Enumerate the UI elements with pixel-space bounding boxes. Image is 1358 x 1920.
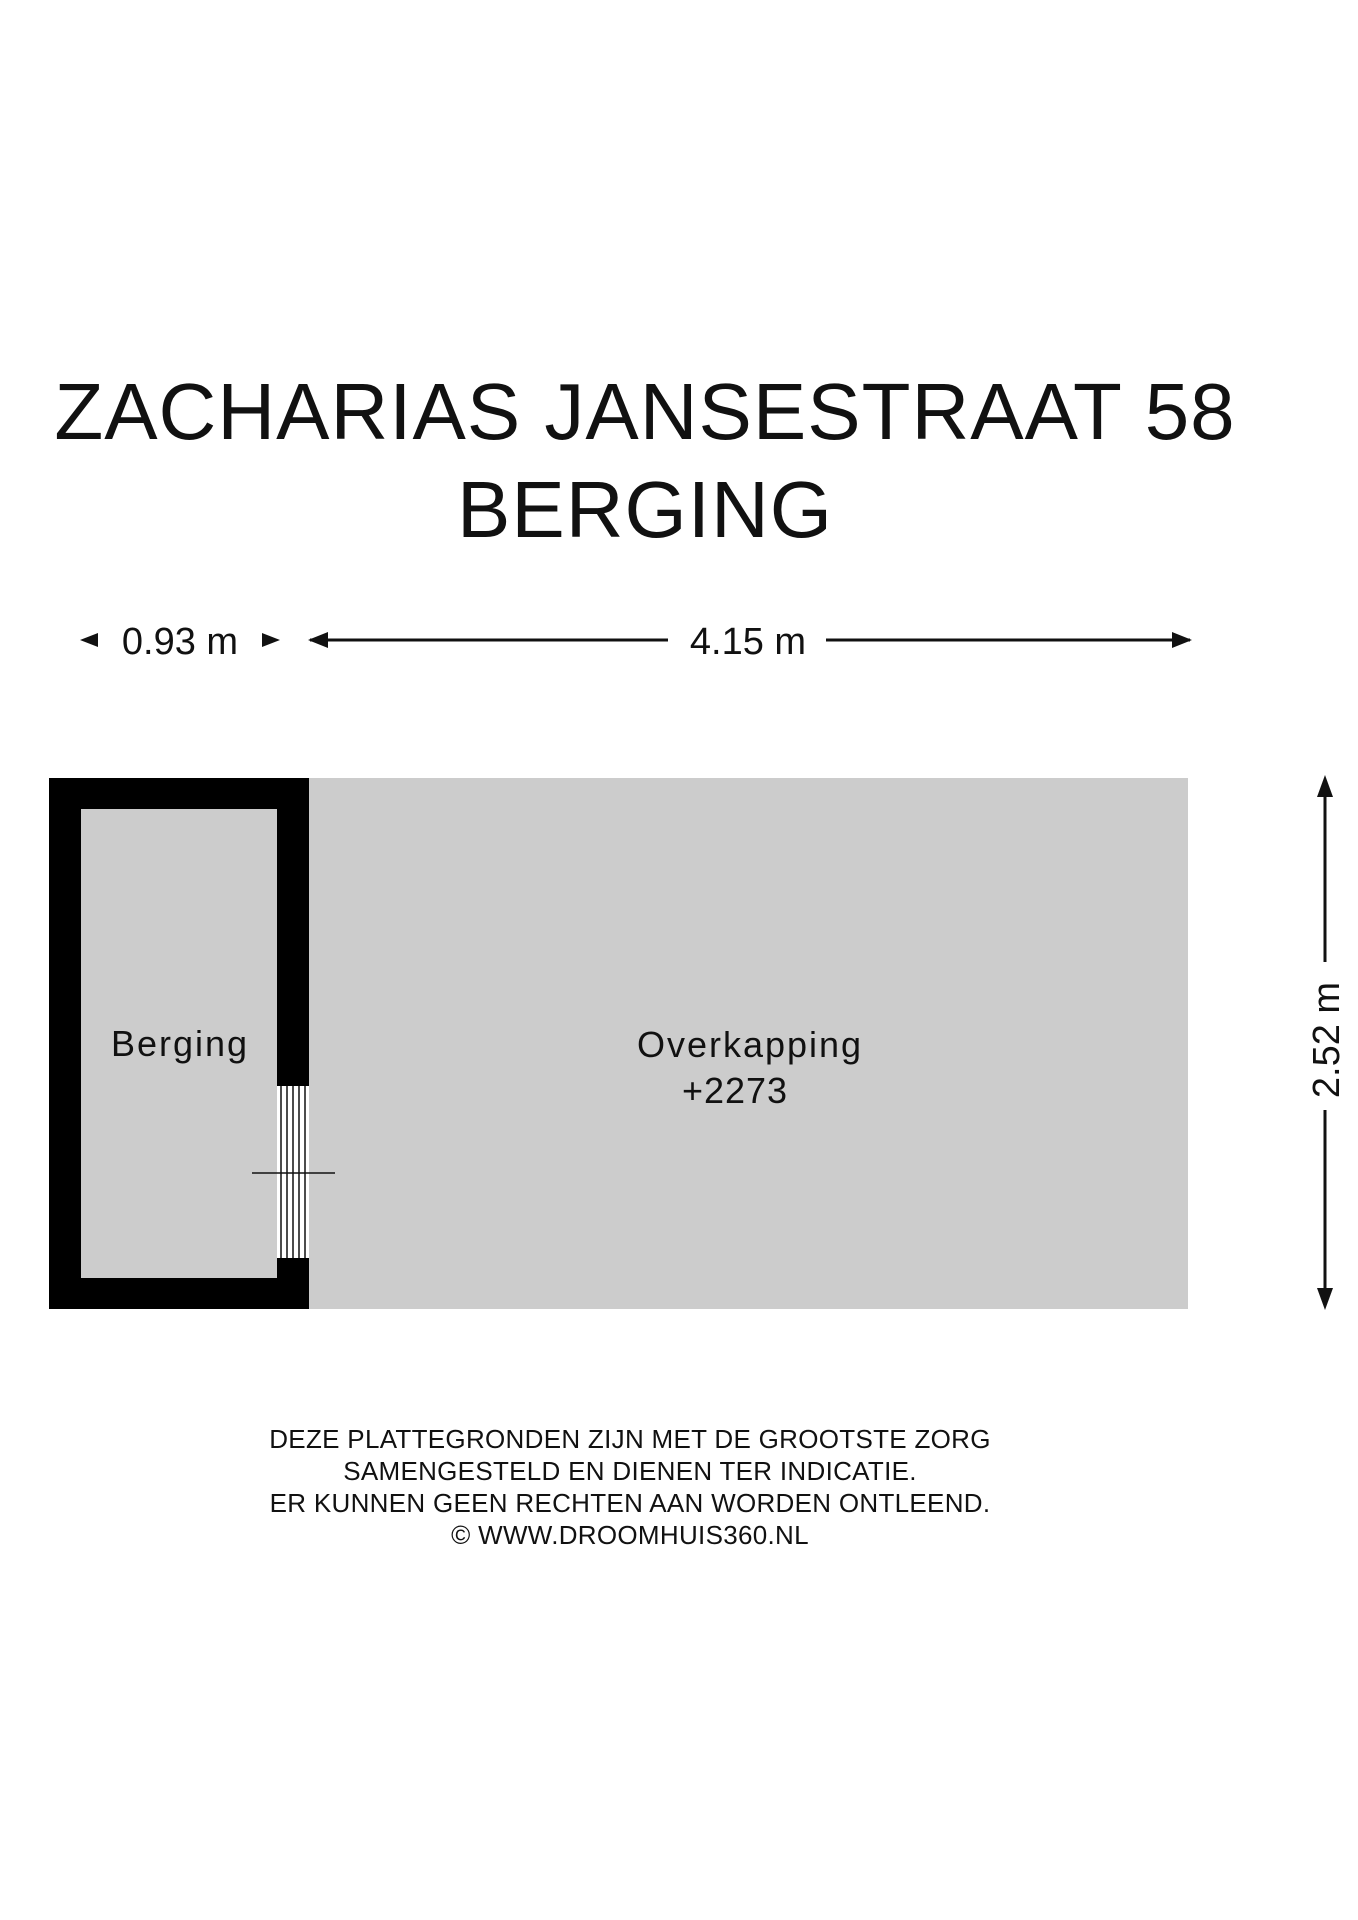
floor-title: BERGING <box>457 465 833 554</box>
floor-plan <box>0 600 1358 1360</box>
room-label-berging: Berging <box>110 1023 250 1064</box>
dimension-label-berging-width: 0.93 m <box>121 621 239 663</box>
arrowhead-left <box>308 632 328 648</box>
arrowhead-right <box>1172 632 1192 648</box>
arrowhead-bottom <box>1317 1288 1333 1310</box>
address-title: ZACHARIAS JANSESTRAAT 58 <box>54 367 1236 456</box>
dimension-label-overkapping-width: 4.15 m <box>689 621 807 663</box>
disclaimer-line: ER KUNNEN GEEN RECHTEN AAN WORDEN ONTLEEND. <box>269 1488 991 1518</box>
copyright-line: © WWW.DROOMHUIS360.NL <box>451 1520 809 1550</box>
room-height-note: +2273 <box>681 1070 789 1111</box>
arrowhead-top <box>1317 775 1333 797</box>
arrowhead-right <box>262 633 280 647</box>
dimension-overkapping-width <box>308 621 1192 663</box>
dimension-depth <box>1306 775 1348 1310</box>
disclaimer-line: SAMENGESTELD EN DIENEN TER INDICATIE. <box>343 1456 917 1486</box>
disclaimer <box>0 1423 1260 1551</box>
dimension-label-depth: 2.52 m <box>1306 981 1348 1099</box>
disclaimer-line: DEZE PLATTEGRONDEN ZIJN MET DE GROOTSTE ZORG <box>269 1424 991 1454</box>
dimension-berging-width <box>80 621 280 663</box>
arrowhead-left <box>80 633 98 647</box>
room-label-overkapping: Overkapping <box>636 1024 864 1065</box>
